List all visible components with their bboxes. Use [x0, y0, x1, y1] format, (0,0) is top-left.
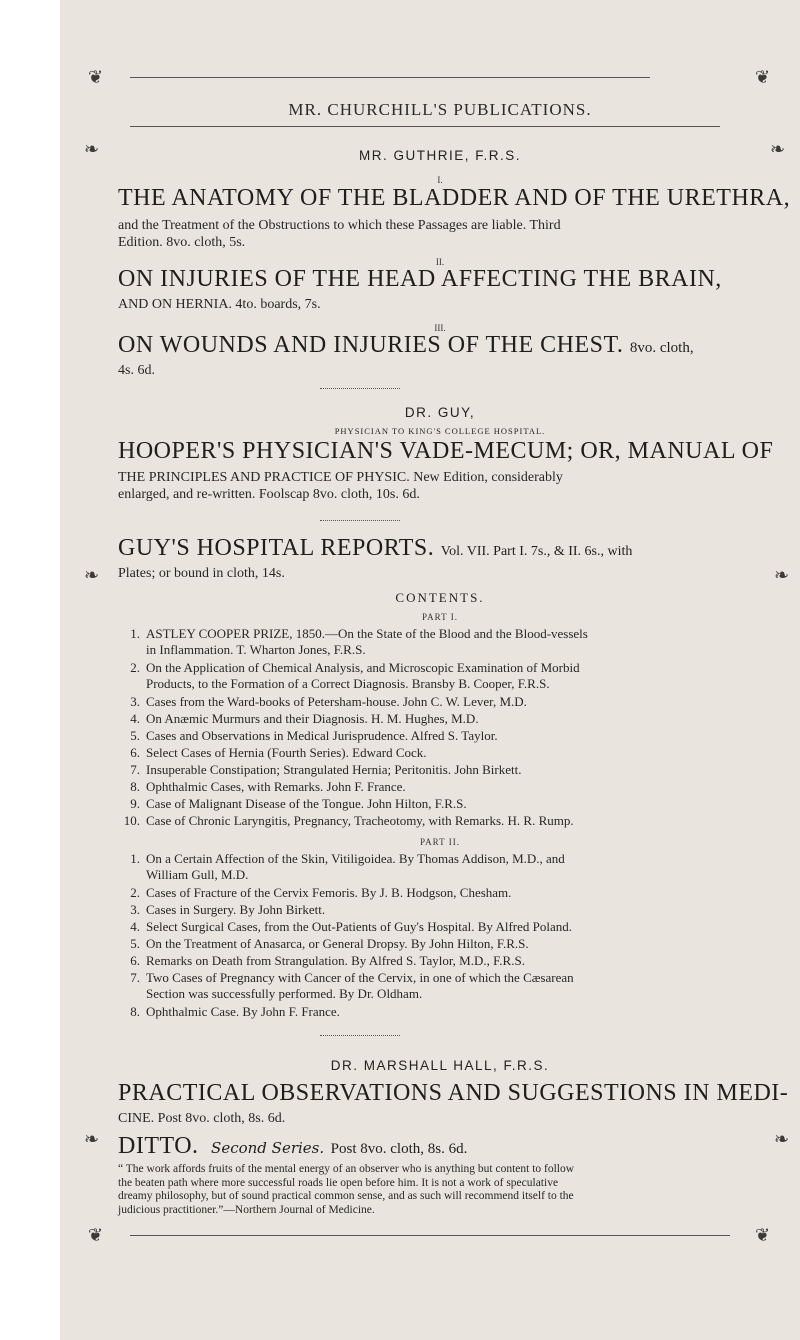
item-number: 7.: [130, 762, 140, 777]
author-guy: DR. GUY,: [404, 405, 476, 420]
desc-line: enlarged, and re-written. Foolscap 8vo. cloth, 10s. 6d.: [118, 487, 420, 502]
item-number: 8.: [130, 1004, 140, 1019]
title-suffix: 8vo. cloth,: [629, 340, 694, 356]
list-item: [118, 660, 768, 691]
list-item: [118, 779, 768, 795]
item-text: Remarks on Death from Strangulation. By Alfred S. Taylor, M.D., F.R.S.: [146, 953, 525, 968]
side-ornament-icon: ❧: [84, 1129, 100, 1149]
list-item: [118, 711, 768, 727]
item-number: 10.: [123, 813, 140, 828]
item-number: 2.: [130, 660, 140, 675]
list-item: [118, 626, 768, 657]
side-ornament-icon: ❧: [84, 139, 100, 159]
item-number: 4.: [130, 919, 140, 934]
item-number: 6.: [130, 953, 140, 968]
desc-injuries-head: [118, 296, 758, 313]
title-anatomy-bladder: THE ANATOMY OF THE BLADDER AND OF THE URETHRA,: [118, 185, 791, 211]
author-guthrie: MR. GUTHRIE, F.R.S.: [358, 148, 521, 163]
list-item: [118, 694, 768, 710]
item-text: Products, to the Formation of a Correct Diagnosis. Bransby B. Cooper, F.R.S.: [146, 675, 550, 691]
list-item: [118, 851, 768, 882]
numeral: I.: [437, 175, 443, 185]
quote-line: dreamy philosophy, but of sound practical common sense, and as such will recommend itself to the: [118, 1190, 574, 1202]
item-text: ASTLEY COOPER PRIZE, 1850.—On the State of the Blood and the Blood-vessels: [146, 626, 588, 641]
list-item: [118, 885, 768, 901]
title-practical-observations: PRACTICAL OBSERVATIONS AND SUGGESTIONS IN MEDI-: [118, 1080, 789, 1106]
review-quote: [118, 1163, 768, 1217]
bottom-rule: [130, 1235, 730, 1236]
item-text: On the Treatment of Anasarca, or General Dropsy. By John Hilton, F.R.S.: [146, 936, 529, 951]
corner-ornament-icon: ❦: [755, 67, 771, 87]
item-number: 2.: [130, 885, 140, 900]
running-title: MR. CHURCHILL'S PUBLICATIONS.: [288, 100, 592, 119]
numeral: II.: [435, 257, 445, 267]
ditto-rest: Post 8vo. cloth, 8s. 6d.: [330, 1141, 468, 1157]
desc-hoopers: [118, 469, 758, 503]
title-wounds-chest: [118, 332, 778, 359]
author-affiliation: PHYSICIAN TO KING'S COLLEGE HOSPITAL.: [334, 426, 546, 436]
desc-line: AND ON HERNIA. 4to. boards, 7s.: [118, 297, 321, 312]
item-number: 5.: [130, 728, 140, 743]
part-one-heading: PART I.: [422, 612, 458, 622]
title-guys-hospital-reports: [118, 535, 778, 562]
desc-anatomy-bladder: [118, 217, 758, 251]
section-divider: [320, 1035, 400, 1040]
list-item: [118, 936, 768, 952]
item-text: Case of Malignant Disease of the Tongue. John Hilton, F.R.S.: [146, 796, 467, 811]
header-rule: [130, 126, 720, 127]
list-item: [118, 745, 768, 761]
numeral: III.: [434, 323, 446, 333]
contents-heading: CONTENTS.: [395, 590, 485, 605]
item-text: On Anæmic Murmurs and their Diagnosis. H. M. Hughes, M.D.: [146, 711, 479, 726]
title-injuries-head: ON INJURIES OF THE HEAD AFFECTING THE BRAIN,: [118, 266, 722, 292]
guys-reports-binding: Plates; or bound in cloth, 14s.: [118, 566, 285, 581]
list-item: [118, 813, 768, 829]
item-text: Ophthalmic Case. By John F. France.: [146, 1004, 340, 1019]
title-hoopers-vade-mecum: HOOPER'S PHYSICIAN'S VADE-MECUM; OR, MANUAL OF: [118, 438, 774, 464]
desc-line: Edition. 8vo. cloth, 5s.: [118, 235, 246, 250]
item-text: On the Application of Chemical Analysis, and Microscopic Examination of Morbid: [146, 660, 580, 675]
desc-line: 4s. 6d.: [118, 363, 155, 378]
item-text: Select Cases of Hernia (Fourth Series). Edward Cock.: [146, 745, 427, 760]
list-item: [118, 728, 768, 744]
item-number: 1.: [130, 626, 140, 641]
side-ornament-icon: ❧: [774, 565, 790, 585]
corner-ornament-icon: ❦: [88, 1225, 104, 1245]
item-text: Cases in Surgery. By John Birkett.: [146, 902, 326, 917]
corner-ornament-icon: ❦: [88, 67, 104, 87]
ditto-series: Second Series.: [211, 1139, 325, 1157]
desc-line: THE PRINCIPLES AND PRACTICE OF PHYSIC. New Edition, considerably: [118, 470, 563, 485]
item-text: Ophthalmic Cases, with Remarks. John F. France.: [146, 779, 406, 794]
item-number: 6.: [130, 745, 140, 760]
author-marshall-hall: DR. MARSHALL HALL, F.R.S.: [330, 1058, 550, 1073]
quote-line: “ The work affords fruits of the mental energy of an observer who is anything but content to follow: [118, 1163, 575, 1175]
list-item: [118, 762, 768, 778]
item-text: Two Cases of Pregnancy with Cancer of the Cervix, in one of which the Cæsarean: [146, 970, 574, 985]
title-text: GUY'S HOSPITAL REPORTS.: [118, 535, 435, 561]
item-number: 8.: [130, 779, 140, 794]
corner-ornament-icon: ❦: [755, 1225, 771, 1245]
quote-line: the beaten path where more successful roads lie open before him. It is not a work of speculative: [118, 1176, 559, 1189]
item-number: 9.: [130, 796, 140, 811]
title-text: ON WOUNDS AND INJURIES OF THE CHEST.: [118, 332, 624, 358]
list-item: [118, 953, 768, 969]
top-rule: [130, 77, 650, 78]
item-text: Cases and Observations in Medical Jurisprudence. Alfred S. Taylor.: [146, 728, 498, 743]
item-text: William Gull, M.D.: [146, 866, 249, 882]
quote-line: judicious practitioner.”—Northern Journal of Medicine.: [118, 1203, 375, 1216]
list-item: [118, 796, 768, 812]
side-ornament-icon: ❧: [774, 1129, 790, 1149]
list-item: [118, 919, 768, 935]
item-text: Cases from the Ward-books of Petersham-house. John C. W. Lever, M.D.: [146, 694, 527, 709]
section-divider: [320, 520, 400, 525]
catalogue-sheet: [84, 0, 791, 1340]
item-text: On a Certain Affection of the Skin, Vitiligoidea. By Thomas Addison, M.D., and: [146, 851, 565, 866]
side-ornament-icon: ❧: [84, 565, 100, 585]
item-text: in Inflammation. T. Wharton Jones, F.R.S.: [146, 641, 366, 657]
item-number: 3.: [130, 902, 140, 917]
item-text: Cases of Fracture of the Cervix Femoris. By J. B. Hodgson, Chesham.: [146, 885, 512, 900]
item-text: Case of Chronic Laryngitis, Pregnancy, Tracheotomy, with Remarks. H. R. Rump.: [146, 813, 574, 828]
side-ornament-icon: ❧: [770, 139, 786, 159]
item-number: 4.: [130, 711, 140, 726]
page: [60, 0, 800, 1340]
list-item: [118, 970, 768, 1001]
item-text: Insuperable Constipation; Strangulated Hernia; Peritonitis. John Birkett.: [146, 762, 522, 777]
title-suffix: Vol. VII. Part I. 7s., & II. 6s., with: [440, 544, 633, 559]
item-text: Section was successfully performed. By Dr. Oldham.: [146, 985, 423, 1001]
item-text: Select Surgical Cases, from the Out-Patients of Guy's Hospital. By Alfred Poland.: [146, 919, 572, 934]
item-number: 5.: [130, 936, 140, 951]
desc-line: and the Treatment of the Obstructions to which these Passages are liable. Third: [118, 218, 561, 233]
list-item: [118, 902, 768, 918]
item-number: 1.: [130, 851, 140, 866]
desc-practical-observations: CINE. Post 8vo. cloth, 8s. 6d.: [118, 1111, 286, 1126]
item-number: 3.: [130, 694, 140, 709]
section-divider: [320, 388, 400, 393]
desc-wounds-chest: [118, 362, 758, 379]
item-number: 7.: [130, 970, 140, 985]
ditto-label: DITTO.: [118, 1133, 199, 1159]
part-two-heading: PART II.: [420, 837, 460, 847]
list-item: [118, 1004, 768, 1020]
title-ditto: [118, 1133, 778, 1160]
